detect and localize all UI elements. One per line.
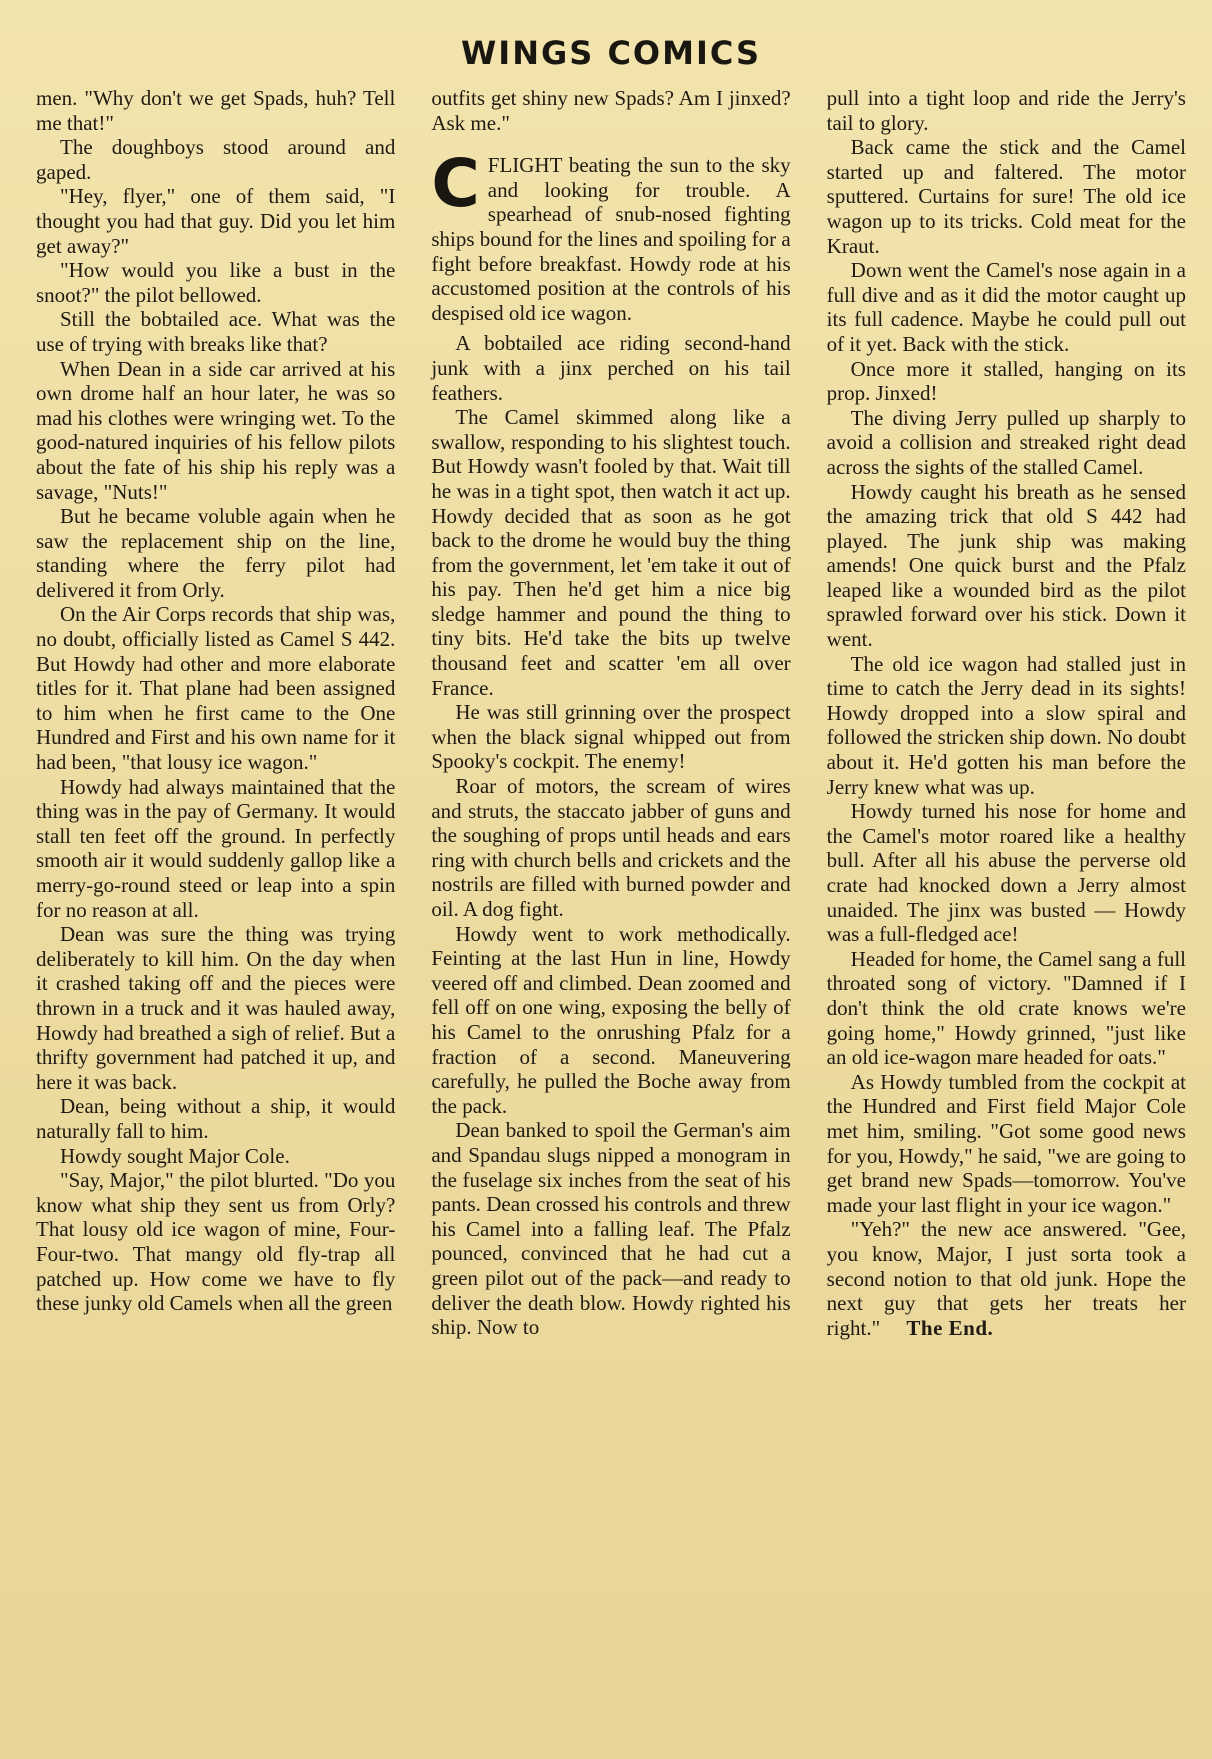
paragraph: Dean, being without a ship, it would naturally fall to him. bbox=[36, 1094, 396, 1143]
drop-cap: C bbox=[431, 145, 480, 223]
paragraph: He was still grinning over the prospect when the black signal whipped out from Spooky's cockpit. The enemy! bbox=[431, 700, 791, 774]
paragraph: Headed for home, the Camel sang a full throated song of victory. "Damned if I don't think the old crate knows we're going home," Howdy grinned, "just like an old ice-wagon mare headed for oats." bbox=[826, 946, 1186, 1070]
paragraph: Still the bobtailed ace. What was the use of trying with breaks like that? bbox=[36, 307, 396, 356]
section-opening-text: FLIGHT beating the sun to the sky and looking for trouble. A spearhead of snub-nosed fighting ships bound for the lines and spoiling for a fight before breakfast. Howdy rode at his accustomed position at the controls of his despised old ice wagon. bbox=[431, 153, 791, 325]
paragraph: Howdy caught his breath as he sensed the amazing trick that old S 442 had played. The junk ship was making amends! One quick burst and the Pfalz leaped like a wounded bird as the pilot sprawled forward over his stick. Down it went. bbox=[826, 479, 1186, 652]
paragraph: As Howdy tumbled from the cockpit at the Hundred and First field Major Cole met him, smiling. "Got some good news for you, Howdy," he said, "we are going to get brand new Spads—tomorrow. You've made your last flight in your ice wagon." bbox=[826, 1069, 1186, 1217]
text-columns bbox=[36, 86, 1186, 1340]
paragraph: Down went the Camel's nose again in a full dive and as it did the motor caught up its full cadence. Maybe he could pull out of it yet. Back with the stick. bbox=[826, 258, 1186, 356]
paragraph: A bobtailed ace riding second-hand junk with a jinx perched on his tail feathers. bbox=[431, 331, 791, 405]
paragraph: Dean banked to spoil the German's aim and Spandau slugs nipped a monogram in the fuselage six inches from the seat of his pants. Dean crossed his controls and threw his Camel into a falling leaf. The Pfalz pounced, convinced that he had cut a green pilot out of the pack—and ready to deliver the death blow. Howdy righted his ship. Now to bbox=[431, 1118, 791, 1340]
paragraph: Howdy went to work methodically. Feinting at the last Hun in line, Howdy veered off and climbed. Dean zoomed and fell off on one wing, exposing the belly of his Camel to the onrushing Pfalz for a fraction of a second. Maneuvering carefully, he pulled the Boche away from the pack. bbox=[431, 921, 791, 1118]
column-1 bbox=[36, 86, 395, 1340]
paragraph: pull into a tight loop and ride the Jerry's tail to glory. bbox=[826, 86, 1186, 135]
paragraph: Howdy had always maintained that the thing was in the pay of Germany. It would stall ten feet off the ground. In perfectly smooth air it would suddenly gallop like a merry-go-round steed or leap into a spin for no reason at all. bbox=[36, 774, 396, 922]
the-end-label: The End. bbox=[906, 1315, 994, 1340]
final-paragraph bbox=[827, 1217, 1186, 1340]
paragraph: The diving Jerry pulled up sharply to avoid a collision and streaked right dead across the sights of the stalled Camel. bbox=[826, 405, 1186, 479]
paragraph: Howdy turned his nose for home and the Camel's motor roared like a healthy bull. After all his abuse the perverse old crate had knocked down a Jerry almost unaided. The jinx was busted — Howdy was a full-fledged ace! bbox=[826, 799, 1186, 947]
paragraph: Howdy sought Major Cole. bbox=[60, 1143, 290, 1168]
paragraph: The old ice wagon had stalled just in time to catch the Jerry dead in its sights! Howdy dropped into a slow spiral and followed the stricken ship down. No doubt about it. He'd gotten his man before the Jerry knew what was up. bbox=[826, 651, 1186, 799]
paragraph: The Camel skimmed along like a swallow, responding to his slightest touch. But Howdy wasn't fooled by that. Wait till he was in a tight spot, then watch it act up. Howdy decided that as soon as he got back to the drome he would buy the thing from the government, let 'em take it out of his pay. Then he'd get him a nice big sledge hammer and pound the thing to tiny bits. He'd take the bits up twelve thousand feet and scatter 'em all over France. bbox=[431, 405, 791, 700]
paragraph: Once more it stalled, hanging on its prop. Jinxed! bbox=[826, 356, 1186, 406]
paragraph: On the Air Corps records that ship was, no doubt, officially listed as Camel S 442. But Howdy had other and more elaborate titles for it. That plane had been assigned to him when he first came to the One Hundred and First and his own name for it had been, "that lousy ice wagon." bbox=[36, 602, 396, 775]
column-2 bbox=[431, 86, 790, 1340]
paragraph: men. "Why don't we get Spads, huh? Tell me that!" bbox=[36, 86, 396, 135]
paragraph: "How would you like a bust in the snoot?" the pilot bellowed. bbox=[36, 258, 396, 307]
section-opening-paragraph bbox=[431, 145, 791, 325]
paragraph: The doughboys stood around and gaped. bbox=[36, 135, 396, 184]
page-title: WINGS COMICS bbox=[461, 34, 761, 72]
paragraph: "Say, Major," the pilot blurted. "Do you know what ship they sent us from Orly? That lousy old ice wagon of mine, Four-Four-two. That mangy old fly-trap all patched up. How come we have to fly these junky old Camels when all the green bbox=[36, 1168, 396, 1316]
paragraph: "Hey, flyer," one of them said, "I thought you had that guy. Did you let him get away?" bbox=[36, 184, 396, 258]
column-3 bbox=[827, 86, 1186, 1340]
paragraph: outfits get shiny new Spads? Am I jinxed? Ask me." bbox=[431, 86, 791, 135]
final-paragraph-text: "Yeh?" the new ace answered. "Gee, you know, Major, I just sorta took a second notion to that old junk. Hope the next guy that gets her treats her right." bbox=[826, 1217, 1186, 1340]
paragraph: Back came the stick and the Camel started up and faltered. The motor sputtered. Curtains for sure! The old ice wagon up to its tricks. Cold meat for the Kraut. bbox=[826, 135, 1186, 258]
paragraph: Dean was sure the thing was trying deliberately to kill him. On the day when it crashed taking off and the pieces were thrown in a truck and it was hauled away, Howdy had breathed a sigh of relief. But a thrifty government had patched it up, and here it was back. bbox=[36, 922, 396, 1094]
paragraph: Roar of motors, the scream of wires and struts, the staccato jabber of guns and the soughing of props until heads and ears ring with church bells and crickets and the nostrils are filled with burned powder and oil. A dog fight. bbox=[431, 774, 791, 921]
paragraph: But he became voluble again when he saw the replacement ship on the line, standing where the ferry pilot had delivered it from Orly. bbox=[36, 504, 396, 602]
paragraph: When Dean in a side car arrived at his own drome half an hour later, he was so mad his clothes were wringing wet. To the good-natured inquiries of his fellow pilots about the fate of his ship his reply was a savage, "Nuts!" bbox=[36, 356, 396, 504]
